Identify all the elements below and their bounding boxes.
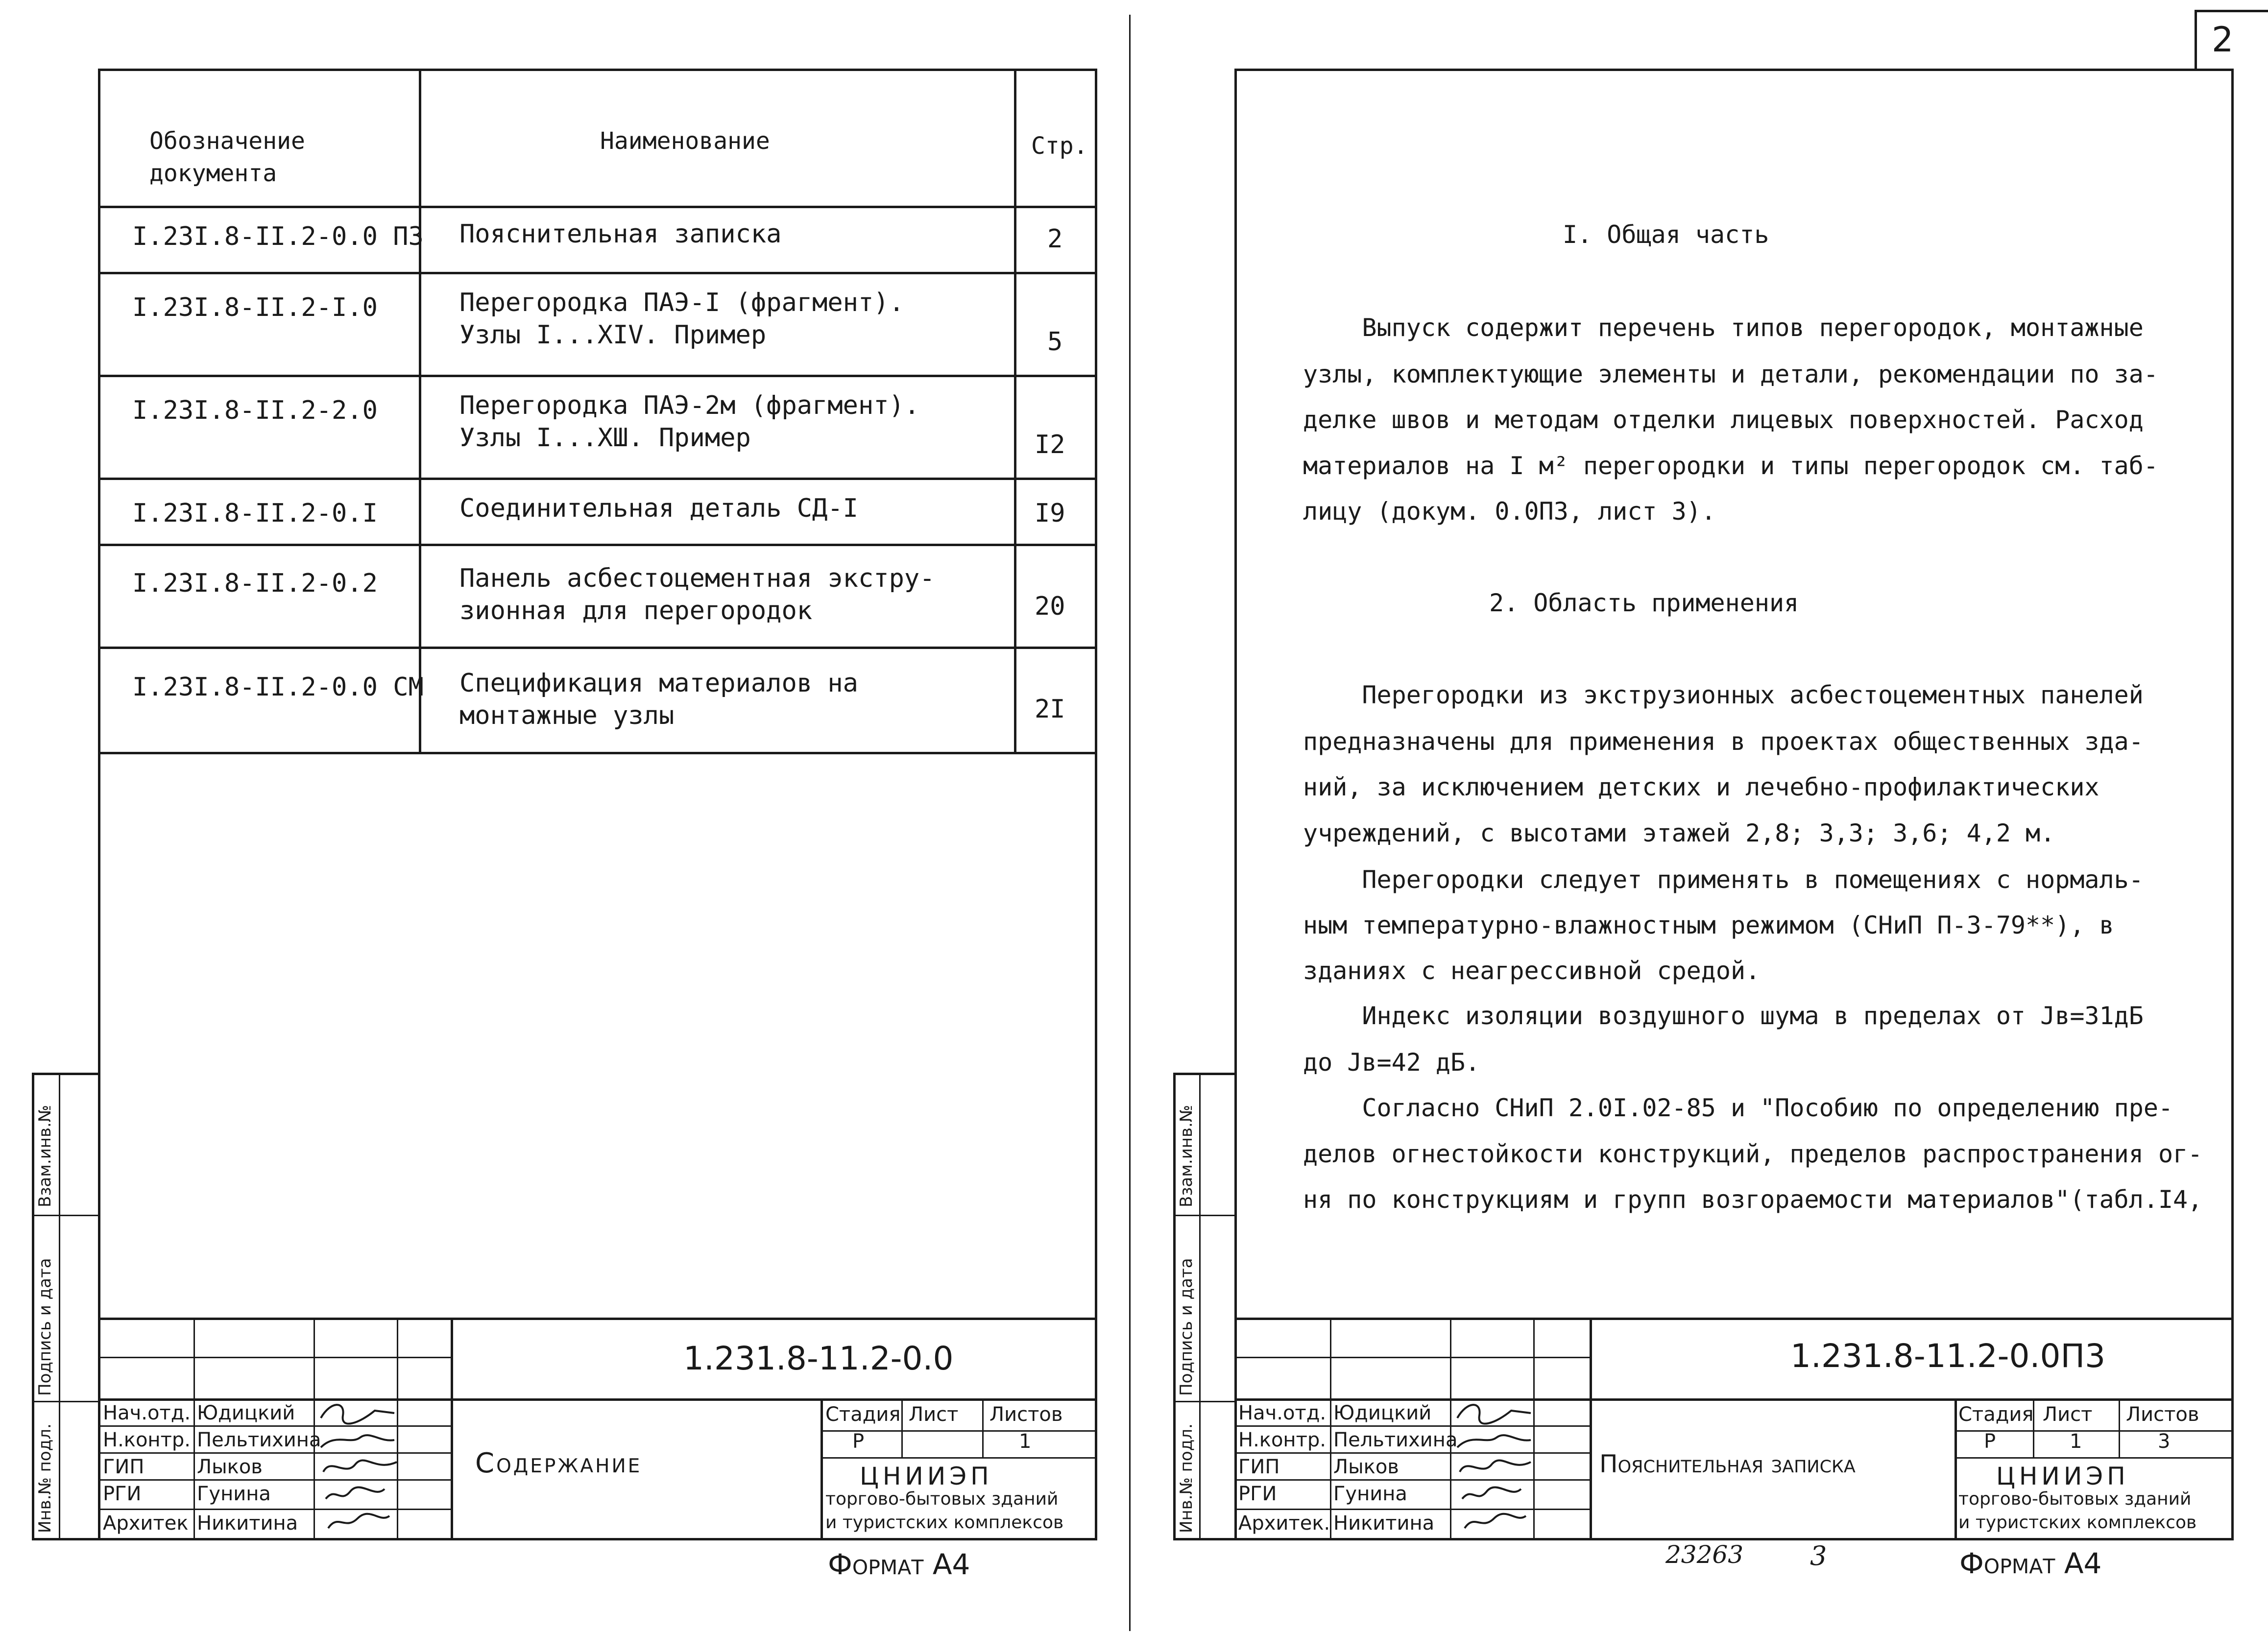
inventory-number: 23263 <box>1665 1540 1744 1569</box>
toc-row-1-page: 2 <box>1047 224 1063 254</box>
left-name-5: Никитина <box>197 1512 298 1535</box>
toc-row-5-code: I.23I.8-II.2-0.2 <box>132 569 378 598</box>
right-stage: Р <box>1984 1430 1996 1453</box>
toc-row-4-name: Соединительная деталь СД-I <box>459 494 858 523</box>
toc-row-2-code: I.23I.8-II.2-I.0 <box>132 293 378 322</box>
toc-header-name: Наименование <box>600 127 770 155</box>
left-name-2: Пельтихина <box>197 1429 321 1451</box>
para2-line-12: ня по конструкциям и групп возгораемости материалов"(табл.I4, <box>1303 1185 2203 1214</box>
right-sheet-title: Пояснительная записка <box>1599 1450 1856 1478</box>
para2-line-4: учреждений, с высотами этажей 2,8; 3,3; 3,6; 4,2 м. <box>1303 819 2055 847</box>
para2-line-7: зданиях с неагрессивной средой. <box>1303 957 1761 985</box>
para1-line-2: узлы, комплектующие элементы и детали, рекомендации по за- <box>1303 360 2158 388</box>
side-label-podpis: Подпись и дата <box>35 1258 55 1396</box>
right-org-name: ЦНИИЭП <box>1996 1462 2129 1490</box>
left-org-line1: торгово-бытовых зданий <box>825 1489 1059 1509</box>
right-sheets-label: Листов <box>2126 1403 2199 1426</box>
right-stage-label: Стадия <box>1958 1403 2034 1426</box>
toc-header-designation: Обозначение документа <box>149 127 305 187</box>
right-role-1: Нач.отд. <box>1238 1402 1327 1424</box>
right-side-label-inv-podl: Инв.№ подл. <box>1177 1423 1196 1533</box>
left-role-5: Архитек <box>103 1512 189 1535</box>
left-sheet-label: Лист <box>909 1403 959 1426</box>
left-org-line2: и туристских комплексов <box>825 1513 1064 1533</box>
right-name-3: Лыков <box>1333 1456 1399 1478</box>
para2-line-3: ний, за исключением детских и лечебно-профилактических <box>1303 773 2099 801</box>
heading-general: I. Общая часть <box>1563 220 1769 249</box>
left-signatures <box>316 1398 399 1538</box>
toc-row-2-page: 5 <box>1047 327 1063 357</box>
right-role-4: РГИ <box>1238 1483 1277 1505</box>
right-org-line1: торгово-бытовых зданий <box>1958 1489 2192 1509</box>
right-org-line2: и туристских комплексов <box>1958 1513 2197 1533</box>
left-sheet-num: 1 <box>1019 1430 1032 1453</box>
right-name-2: Пельтихина <box>1333 1429 1458 1451</box>
left-org-name: ЦНИИЭП <box>860 1462 993 1490</box>
para2-line-9: до Jв=42 дБ. <box>1303 1048 1480 1077</box>
para2-line-5: Перегородки следует применять в помещениях с нормаль- <box>1303 865 2144 894</box>
left-format: Формат А4 <box>828 1548 970 1581</box>
right-sheet-num: 1 <box>2070 1430 2082 1453</box>
toc-row-1-name: Пояснительная записка <box>459 219 782 249</box>
para2-line-11: делов огнестойкости конструкций, пределов распространения ог- <box>1303 1140 2203 1168</box>
right-name-1: Юдицкий <box>1333 1402 1432 1424</box>
left-role-4: РГИ <box>103 1483 142 1505</box>
heading-scope: 2. Область применения <box>1489 589 1799 617</box>
toc-row-4-page: I9 <box>1035 499 1065 528</box>
para2-line-10: Согласно СНиП 2.0I.02-85 и "Пособию по определению пре- <box>1303 1094 2173 1122</box>
right-signatures <box>1452 1398 1533 1538</box>
right-format: Формат А4 <box>1959 1547 2102 1580</box>
para1-line-4: материалов на I м² перегородки и типы перегородок см. таб- <box>1303 452 2158 480</box>
toc-row-3-name: Перегородка ПАЭ-2м (фрагмент). Узлы I...ХШ. Пример <box>459 391 920 453</box>
left-name-1: Юдицкий <box>197 1402 295 1424</box>
toc-row-3-code: I.23I.8-II.2-2.0 <box>132 396 378 425</box>
side-label-vzam: Взам.инв.№ <box>35 1105 55 1207</box>
left-doc-code: 1.231.8-11.2-0.0 <box>683 1340 954 1377</box>
toc-row-6-code: I.23I.8-II.2-0.0 СМ <box>132 672 424 702</box>
left-role-3: ГИП <box>103 1456 145 1478</box>
para2-line-6: ным температурно-влажностным режимом (СНиП П-3-79**), в <box>1303 911 2114 939</box>
left-name-3: Лыков <box>197 1456 263 1478</box>
left-name-4: Гунина <box>197 1483 271 1505</box>
inventory-sheet: 3 <box>1810 1540 1827 1571</box>
para2-line-2: предназначены для применения в проектах общественных зда- <box>1303 727 2144 756</box>
right-side-label-vzam: Взам.инв.№ <box>1177 1105 1196 1207</box>
right-doc-code: 1.231.8-11.2-0.0П3 <box>1790 1337 2106 1375</box>
toc-row-3-page: I2 <box>1035 430 1065 459</box>
para1-line-1: Выпуск содержит перечень типов перегородок, монтажные <box>1303 313 2144 342</box>
right-role-5: Архитек. <box>1238 1512 1330 1535</box>
toc-row-5-page: 20 <box>1035 592 1065 621</box>
para1-line-3: делке швов и методам отделки лицевых поверхностей. Расход <box>1303 406 2144 434</box>
toc-row-5-name: Панель асбестоцементная экстру- зионная для перегородок <box>459 564 935 625</box>
right-role-3: ГИП <box>1238 1456 1280 1478</box>
toc-row-2-name: Перегородка ПАЭ-I (фрагмент). Узлы I...XIV. Пример <box>459 288 904 350</box>
right-sheets-num: 3 <box>2158 1430 2171 1453</box>
right-name-4: Гунина <box>1333 1483 1407 1505</box>
right-side-label-podpis: Подпись и дата <box>1177 1258 1196 1396</box>
left-role-1: Нач.отд. <box>103 1402 191 1424</box>
para1-line-5: лицу (докум. 0.0ПЗ, лист 3). <box>1303 497 1716 526</box>
para2-line-1: Перегородки из экструзионных асбестоцементных панелей <box>1303 681 2144 709</box>
right-sheet-label: Лист <box>2043 1403 2093 1426</box>
toc-header-page: Стр. <box>1031 132 1088 160</box>
toc-row-4-code: I.23I.8-II.2-0.I <box>132 499 378 528</box>
toc-row-6-name: Спецификация материалов на монтажные узлы <box>459 669 858 730</box>
left-sheets-label: Листов <box>989 1403 1063 1426</box>
side-label-inv-podl: Инв.№ подл. <box>35 1423 55 1533</box>
toc-row-1-code: I.23I.8-II.2-0.0 ПЗ <box>132 222 424 251</box>
left-stage-label: Стадия <box>825 1403 901 1426</box>
left-sheet-title: Содержание <box>475 1447 642 1479</box>
toc-row-6-page: 2I <box>1035 695 1065 724</box>
left-role-2: Н.контр. <box>103 1429 191 1451</box>
right-role-2: Н.контр. <box>1238 1429 1326 1451</box>
page-number: 2 <box>2212 20 2234 60</box>
left-stage: Р <box>852 1430 865 1453</box>
right-name-5: Никитина <box>1333 1512 1435 1535</box>
para2-line-8: Индекс изоляции воздушного шума в пределах от Jв=31дБ <box>1303 1002 2144 1030</box>
